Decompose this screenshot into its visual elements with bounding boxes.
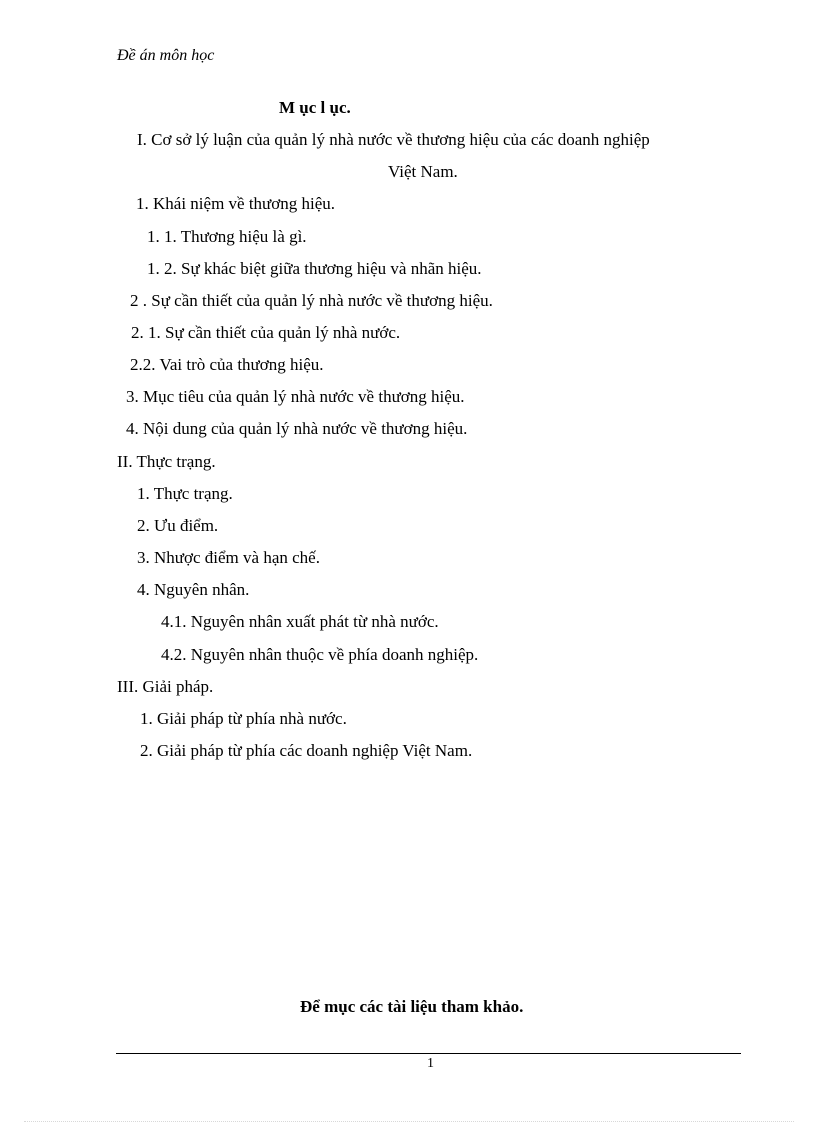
- toc-line: 1. Giải pháp từ phía nhà nước.: [140, 709, 347, 728]
- toc-line: 2. 1. Sự cần thiết của quản lý nhà nước.: [131, 323, 401, 342]
- toc-section-heading: III. Giải pháp.: [117, 677, 214, 696]
- toc-line: 2. Ưu điểm.: [137, 516, 219, 535]
- toc-line: 4.1. Nguyên nhân xuất phát từ nhà nước.: [161, 612, 439, 631]
- toc-line: 3. Mục tiêu của quản lý nhà nước về thương hiệu.: [126, 387, 465, 406]
- toc-title: M ục l ục.: [279, 98, 351, 117]
- page-number: 1: [427, 1056, 434, 1071]
- toc-line: 4. Nguyên nhân.: [137, 580, 250, 599]
- toc-line: 1. Thực trạng.: [137, 484, 233, 503]
- toc-line: Việt Nam.: [388, 162, 458, 181]
- toc-section-heading: II. Thực trạng.: [117, 452, 216, 471]
- toc-line: I. Cơ sở lý luận của quản lý nhà nước về thương hiệu của các doanh nghiệp: [137, 130, 650, 149]
- toc-line: 2.2. Vai trò của thương hiệu.: [130, 355, 324, 374]
- toc-line: 2. Giải pháp từ phía các doanh nghiệp Việt Nam.: [140, 741, 473, 760]
- toc-line: 4.2. Nguyên nhân thuộc về phía doanh nghiệp.: [161, 645, 479, 664]
- page-bottom-edge: [24, 1121, 794, 1122]
- toc-line: 2 . Sự cần thiết của quản lý nhà nước về thương hiệu.: [130, 291, 493, 310]
- toc-line: 4. Nội dung của quản lý nhà nước về thương hiệu.: [126, 419, 468, 438]
- footer-divider: [116, 1053, 741, 1054]
- toc-line: 1. Khái niệm về thương hiệu.: [136, 194, 336, 213]
- toc-line: 1. 2. Sự khác biệt giữa thương hiệu và nhãn hiệu.: [147, 259, 482, 278]
- toc-line: 3. Nhược điểm và hạn chế.: [137, 548, 320, 567]
- references-heading: Để mục các tài liệu tham khảo.: [300, 997, 524, 1016]
- document-header: Đề án môn học: [117, 47, 215, 64]
- toc-line: 1. 1. Thương hiệu là gì.: [147, 227, 307, 246]
